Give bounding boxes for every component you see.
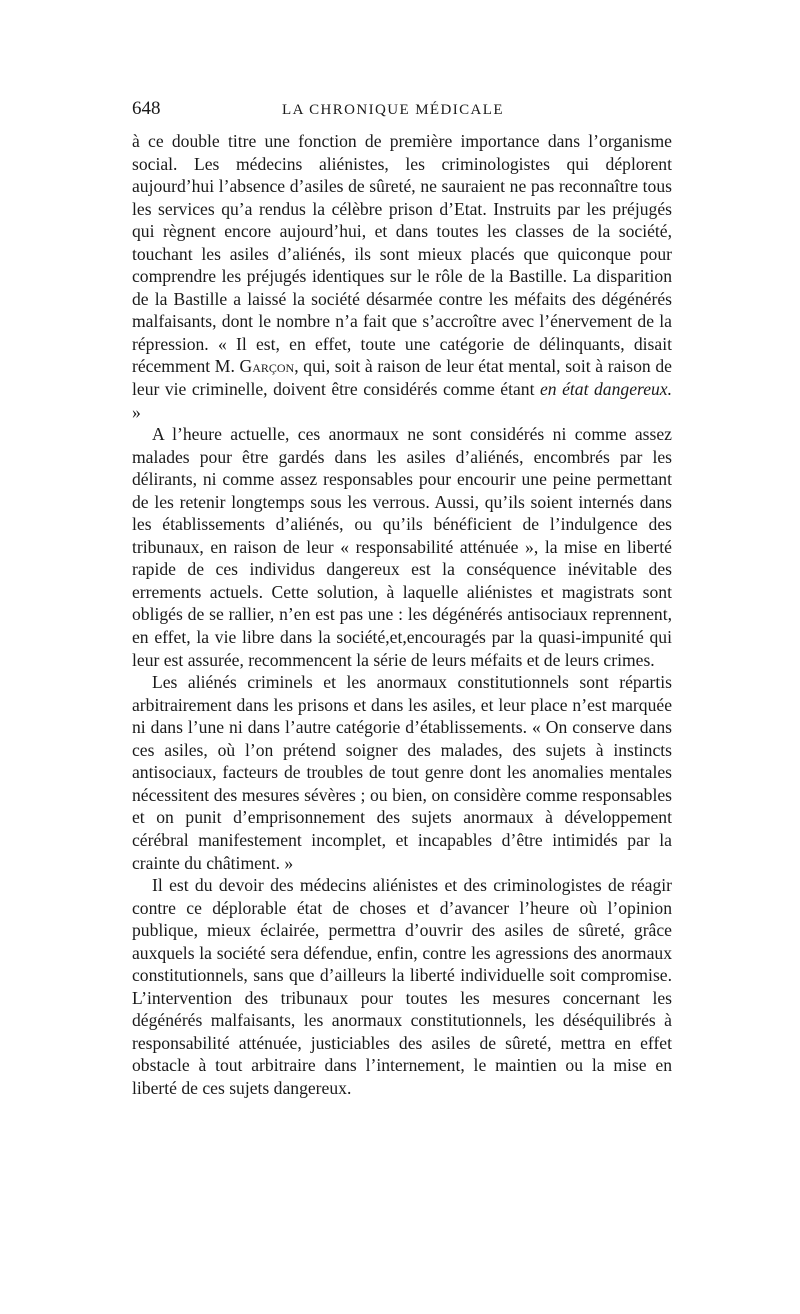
journal-title: LA CHRONIQUE MÉDICALE	[282, 102, 504, 118]
paragraph-1-text-middle: , qui, soit à raison de leur état mental, soit à raison de leur vie criminelle, doivent être considérés comme étant	[132, 356, 672, 400]
paragraph-1-text: à ce double titre une fonction de première importance dans l’organisme social. Les médecins aliénistes, les criminologistes qui déplorent aujourd’hui l’absence d’asiles de sûreté, ne sauraient ne pas reconnaître tous les services qu’a rendus la célèbre prison d’Etat. Instruits par les préjugés qui règnent encore aujourd’hui, et dans toutes les classes de la société, touchant les asiles d’aliénés, ils sont mieux placés que quiconque pour comprendre les préjugés identiques sur le rôle de la Bastille. La disparition de la Bastille a laissé la société désarmée contre les méfaits des dégénérés malfaisants, dont le nombre n’a fait que s’accroître avec l’énervement de la répression. « Il est, en effet, toute une catégorie de délinquants, disait récemment M.	[132, 131, 672, 377]
paragraph-4: Il est du devoir des médecins aliénistes et des criminologistes de réagir contre ce déplorable état de choses et d’avancer l’heure où l’opinion publique, mieux éclairée, permettra d’ouvrir des asiles de sûreté, grâce auxquels la société sera défendue, enfin, contre les agressions des anormaux constitutionnels, sans que d’ailleurs la liberté individuelle soit compromise. L’intervention des tribunaux pour toutes les mesures concernant les dégénérés malfaisants, les anormaux constitutionnels, les déséquilibrés à responsabilité atténuée, justiciables des asiles de sûreté, mettra en effet obstacle à tout arbitraire dans l’internement, le maintien ou la mise en liberté de ces sujets dangereux.	[132, 875, 672, 1098]
running-header	[132, 98, 672, 124]
emphasis-text: en état dangereux.	[540, 379, 673, 400]
cited-author-name: Garçon	[239, 356, 295, 377]
paragraph-2: A l’heure actuelle, ces anormaux ne sont considérés ni comme assez malades pour être gardés dans les asiles d’aliénés, encombrés par les délirants, ni comme assez responsables pour encourir une peine permettant de les retenir longtemps sous les verrous. Aussi, qu’ils soient internés dans les établissements d’aliénés, ou qu’ils bénéficient de l’indulgence des tribunaux, en raison de leur « responsabilité atténuée », la mise en liberté rapide de ces individus dangereux est la conséquence inévitable des errements actuels. Cette solution, à laquelle aliénistes et magistrats sont obligés de se rallier, n’en est pas une : les dégénérés antisociaux reprennent, en effet, la vie libre dans la société,et,encouragés par la quasi-impunité qui leur est assurée, recommencent la série de leurs méfaits et de leurs crimes.	[132, 424, 672, 670]
document-page	[132, 98, 672, 1100]
paragraph-1	[132, 130, 672, 423]
article-body	[132, 130, 672, 1100]
paragraph-3: Les aliénés criminels et les anormaux constitutionnels sont répartis arbitrairement dans les prisons et dans les asiles, et leur place n’est marquée ni dans l’une ni dans l’autre catégorie d’établissements. « On conserve dans ces asiles, où l’on prétend soigner des malades, des sujets à instincts antisociaux, facteurs de troubles de tout genre dont les anomalies mentales nécessitent des mesures sévères ; ou bien, on considère comme responsables et on punit d’emprisonnement des sujets anormaux à développement cérébral manifestement incomplet, et incapables d’être intimidés par la crainte du châtiment. »	[132, 672, 672, 873]
paragraph-1-text-end: »	[132, 401, 141, 422]
page-number: 648	[132, 98, 161, 119]
